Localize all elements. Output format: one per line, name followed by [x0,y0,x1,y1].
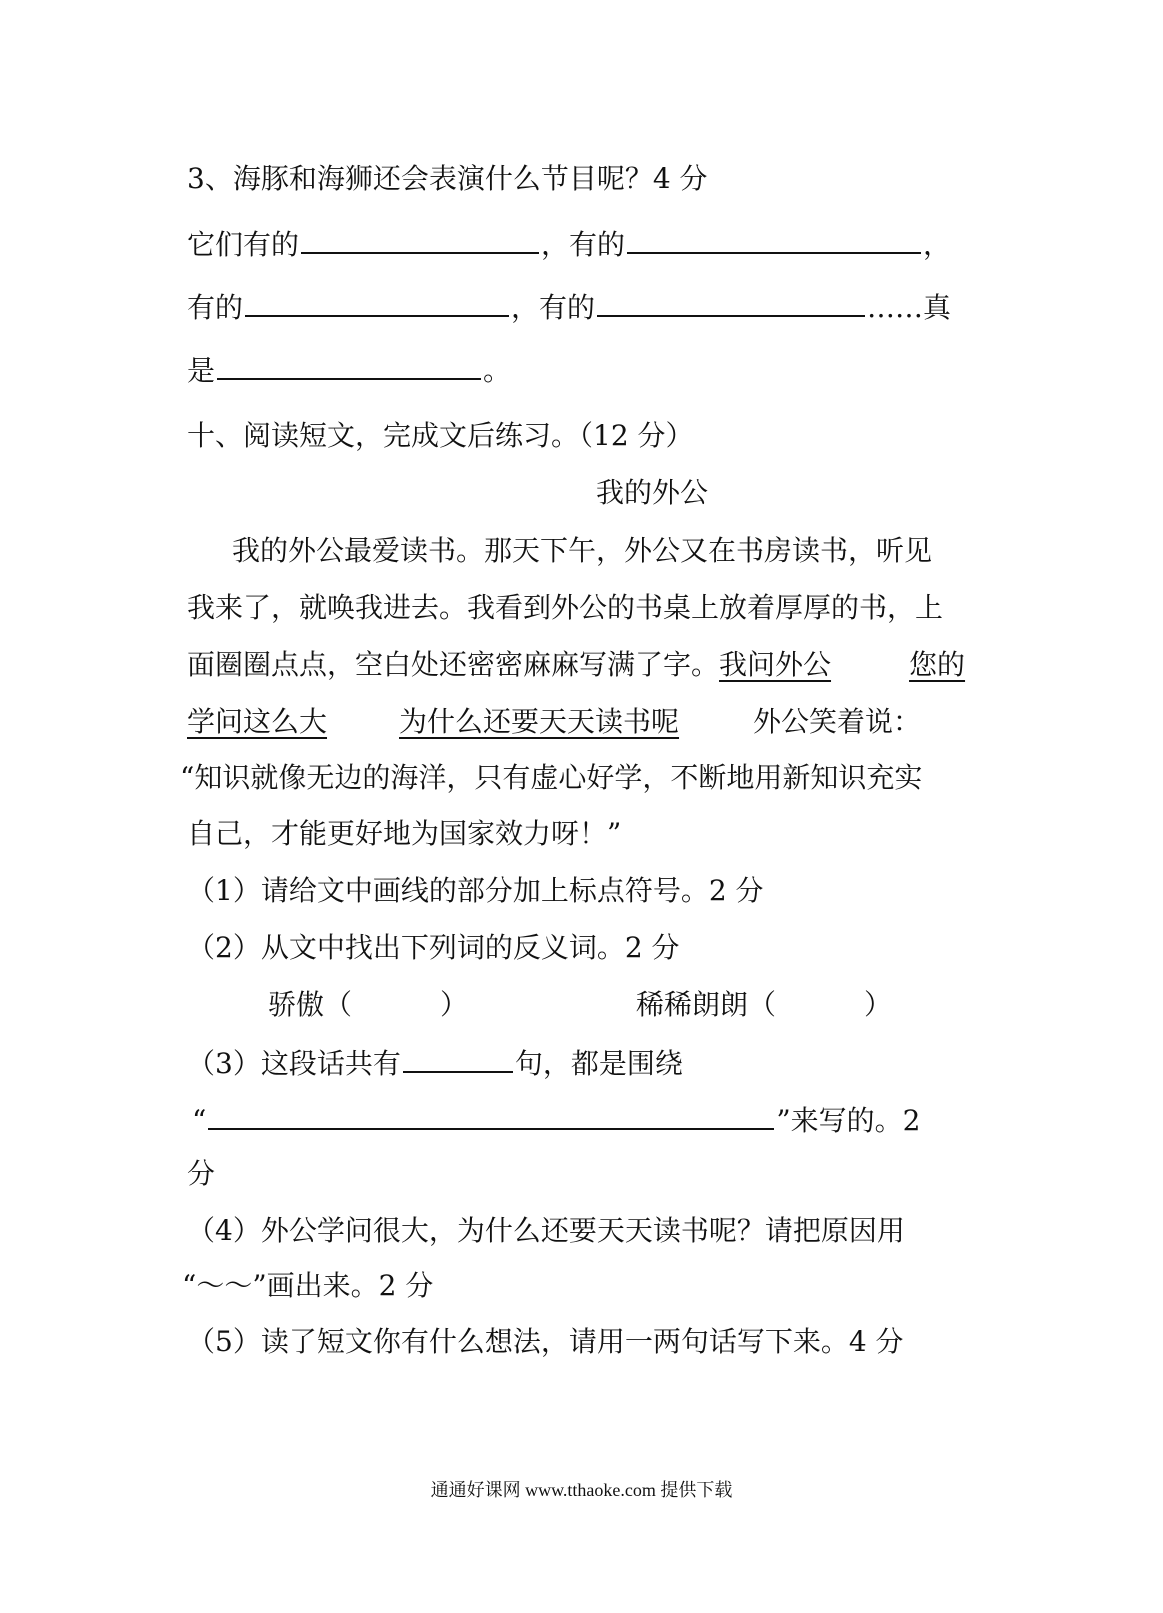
antonym-blank[interactable] [776,985,864,1025]
question-3-text: 句，都是围绕 [514,1047,683,1080]
section-heading: 十、阅读短文，完成文后练习。（12 分） [187,419,694,452]
question-5: （5）读了短文你有什么想法，请用一两句话写下来。4 分 [187,1325,904,1358]
passage-line-1: 我的外公最爱读书。那天下午，外公又在书房读书，听见 [232,534,933,567]
sentence-count-blank[interactable] [403,1041,513,1073]
antonym-item-1 [268,985,468,1025]
q3-line1-text-b: ，有的 [541,228,626,261]
question-1: （1）请给文中画线的部分加上标点符号。2 分 [187,874,764,907]
answer-blank[interactable] [597,285,865,317]
passage-line-5: “知识就像无边的海洋，只有虚心好学，不断地用新知识充实 [180,761,923,794]
question-3-text: （3）这段话共有 [187,1047,401,1080]
answer-blank[interactable] [301,222,539,254]
answer-blank[interactable] [627,222,921,254]
passage-line-3-text: 面圈圈点点，空白处还密密麻麻写满了字。 [187,648,720,681]
passage-line-3 [187,645,965,685]
passage-line-4-text: 外公笑着说： [753,705,922,738]
bracket-close: ） [440,988,469,1021]
question-2: （2）从文中找出下列词的反义词。2 分 [187,931,680,964]
passage-line-6: 自己，才能更好地为国家效力呀！” [187,817,622,850]
passage-line-2: 我来了，就唤我进去。我看到外公的书桌上放着厚厚的书，上 [187,591,944,624]
underlined-text [719,648,965,681]
antonym-word: 稀稀朗朗（ [636,988,777,1021]
underlined-text [187,705,737,738]
underlined-segment: 为什么还要天天读书呢 [399,705,680,738]
q3-answer-line-3 [187,348,511,391]
quote-open: “ [192,1104,207,1137]
passage-line-4 [187,702,921,742]
q3-answer-line-2 [187,285,951,328]
q3-line2-text-b: ，有的 [511,291,596,324]
antonym-item-2 [636,985,892,1025]
antonym-blank[interactable] [352,985,440,1025]
question-3-line-2 [192,1098,920,1141]
antonym-word: 骄傲（ [268,988,353,1021]
passage-title: 我的外公 [596,476,709,509]
q3-line3-text-b: 。 [483,354,512,387]
question-4: （4）外公学问很大，为什么还要天天读书呢？请把原因用 [187,1214,905,1247]
question-3 [187,1041,683,1084]
q3-line2-text-a: 有的 [187,291,244,324]
q3-line3-text-a: 是 [187,354,216,387]
q3-answer-line-1 [187,222,951,265]
underlined-segment: 您的 [909,648,966,681]
topic-blank[interactable] [208,1098,774,1130]
q3-question: 3、海豚和海狮还会表演什么节目呢？4 分 [187,162,708,195]
bracket-close: ） [864,988,893,1021]
answer-blank[interactable] [245,285,509,317]
punctuation-gap[interactable] [831,645,909,685]
question-4-line-2: “～～”画出来。2 分 [182,1269,434,1302]
punctuation-gap[interactable] [679,702,737,742]
underlined-segment: 我问外公 [719,648,832,681]
q3-line1-text-c: ， [923,228,952,261]
page-footer: 通通好课网 www.tthaoke.com 提供下载 [430,1480,733,1500]
underlined-segment: 学问这么大 [187,705,328,738]
q3-line1-text-a: 它们有的 [187,228,300,261]
punctuation-gap[interactable] [327,702,399,742]
q3-line2-text-c: ……真 [867,291,952,324]
answer-blank[interactable] [217,348,481,380]
question-3-line-3: 分 [187,1157,216,1190]
question-3-text: ”来写的。2 [776,1104,921,1137]
